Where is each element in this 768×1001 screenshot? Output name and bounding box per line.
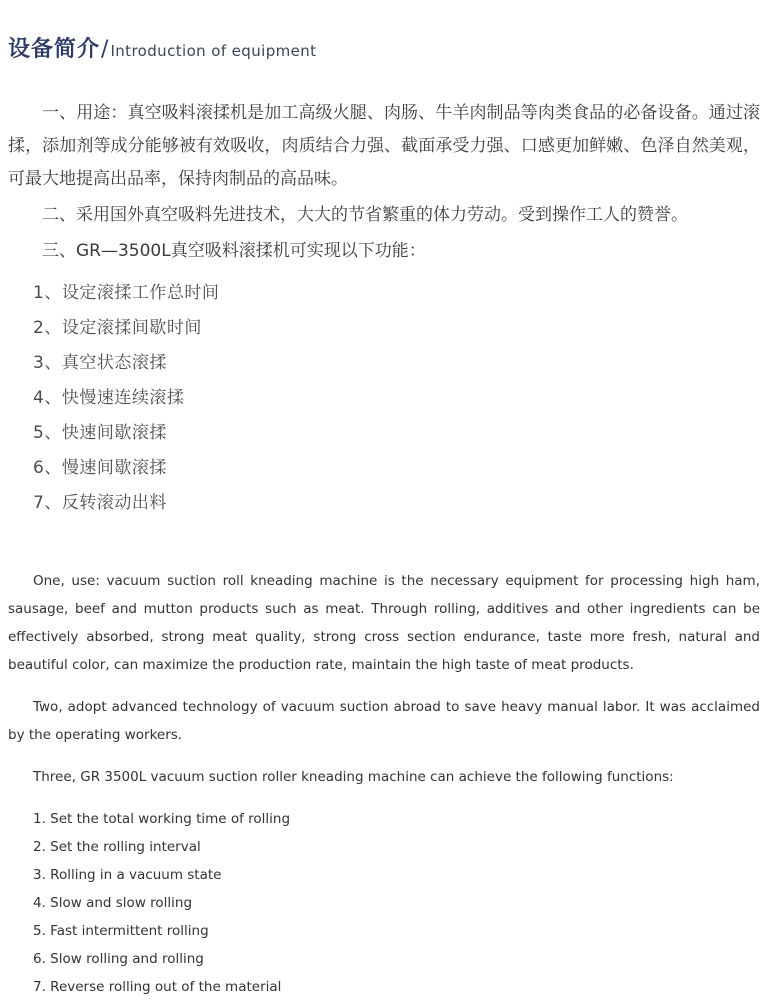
chinese-function-item: 6、慢速间歇滚揉 [33, 458, 167, 478]
chinese-function-item: 1、设定滚揉工作总时间 [33, 283, 220, 303]
chinese-description-section [8, 97, 760, 521]
chinese-function-item: 2、设定滚揉间歇时间 [33, 318, 202, 338]
page-title [8, 0, 760, 63]
chinese-function-item: 7、反转滚动出料 [33, 493, 167, 513]
chinese-function-item: 5、快速间歇滚揉 [33, 423, 167, 443]
english-function-item: 1. Set the total working time of rolling [33, 811, 291, 827]
chinese-paragraph-technology: 二、采用国外真空吸料先进技术，大大的节省繁重的体力劳动。受到操作工人的赞誉。 [42, 205, 688, 225]
english-paragraph-functions-intro: Three, GR 3500L vacuum suction roller kneading machine can achieve the following functions: [33, 769, 674, 785]
english-paragraph-technology: Two, adopt advanced technology of vacuum suction abroad to save heavy manual labor. It was acclaimed by the operating workers. [8, 699, 760, 743]
english-paragraph-usage: One, use: vacuum suction roll kneading machine is the necessary equipment for processing high ham, sausage, beef and mutton products such as meat. Through rolling, additives and other ingredients can be effectively absorbed, strong meat quality, strong cross section endurance, taste more fresh, natural and beautiful color, can maximize the production rate, maintain the high taste of meat products. [8, 573, 760, 673]
english-function-item: 7. Reverse rolling out of the material [33, 979, 282, 995]
title-separator: / [101, 37, 109, 62]
english-function-item: 3. Rolling in a vacuum state [33, 867, 222, 883]
english-function-list [8, 805, 760, 1001]
page-title-chinese: 设备简介 [8, 37, 101, 62]
english-function-item: 6. Slow rolling and rolling [33, 951, 204, 967]
english-function-item: 2. Set the rolling interval [33, 839, 201, 855]
chinese-paragraph-functions-intro: 三、GR—3500L真空吸料滚揉机可实现以下功能： [42, 241, 426, 261]
page-title-english: Introduction of equipment [110, 42, 317, 60]
chinese-function-item: 3、真空状态滚揉 [33, 353, 167, 373]
english-function-item: 4. Slow and slow rolling [33, 895, 193, 911]
chinese-paragraph-usage: 一、用途：真空吸料滚揉机是加工高级火腿、肉肠、牛羊肉制品等肉类食品的必备设备。通过滚揉，添加剂等成分能够被有效吸收，肉质结合力强、截面承受力强、口感更加鲜嫩、色泽自然美观，可最大地提高出品率，保持肉制品的高品味。 [8, 103, 760, 189]
chinese-function-list [8, 276, 760, 521]
english-description-section [8, 567, 760, 1001]
chinese-function-item: 4、快慢速连续滚揉 [33, 388, 185, 408]
english-function-item: 5. Fast intermittent rolling [33, 923, 209, 939]
